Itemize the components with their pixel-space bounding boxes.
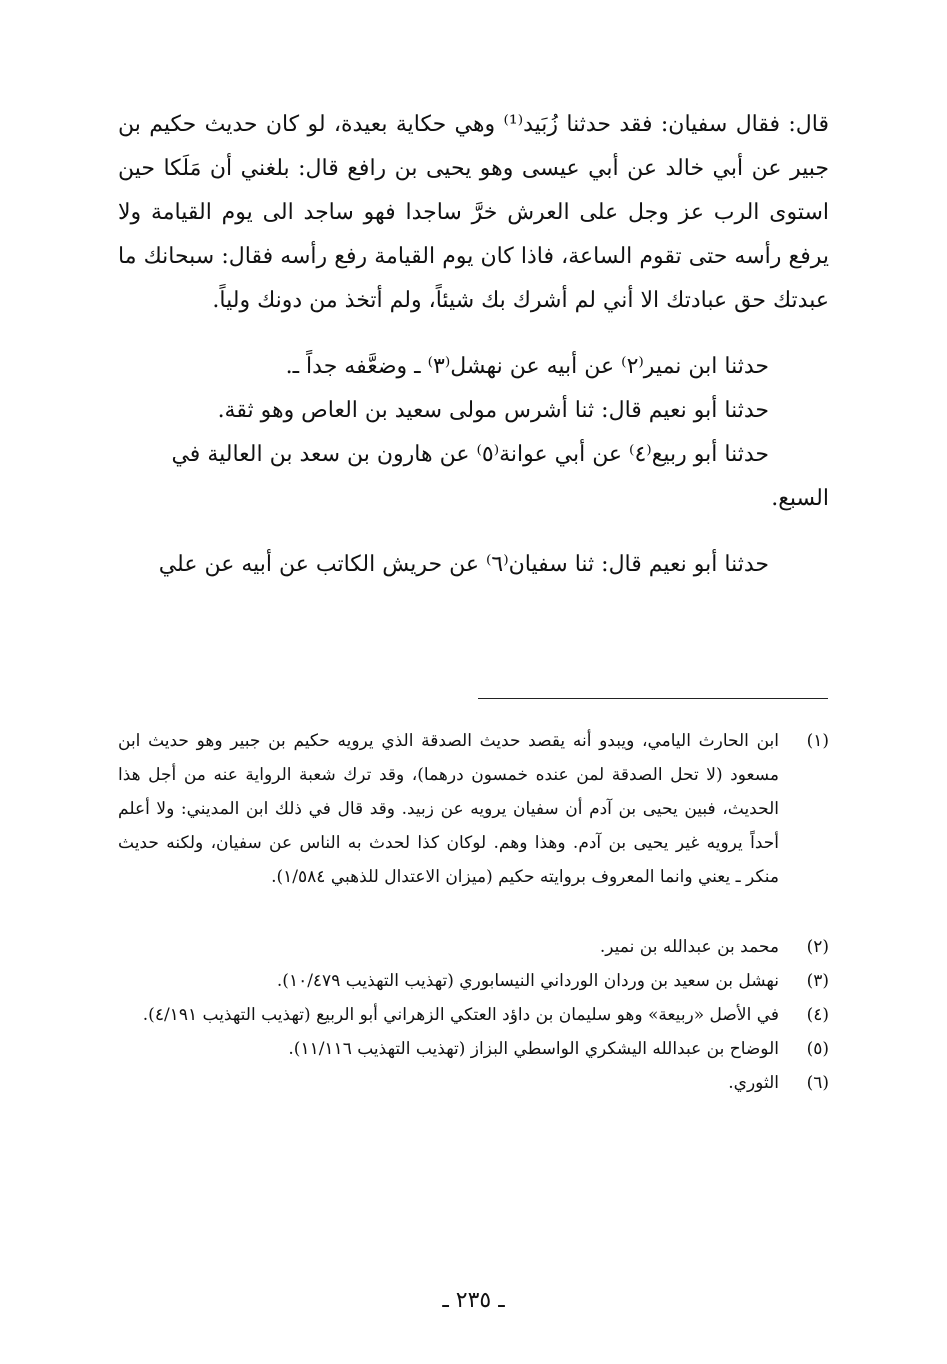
narration-block-2 [118,543,829,587]
footnote-divider [478,698,828,699]
narration-line-5: حدثنا أبو نعيم قال: ثنا سفيان⁽٦⁾ عن حريش الكاتب عن أبيه عن علي [158,552,769,577]
footnote-number: (٢) [806,937,829,957]
narration-line-3: حدثنا أبو نعيم قال: ثنا أشرس مولى سعيد بن العاص وهو ثقة. [217,398,769,423]
footnote-1 [118,724,829,894]
footnote-text: الوضاح بن عبدالله اليشكري الواسطي البزاز (تهذيب التهذيب ١١/١١٦). [288,1039,779,1059]
footnote-6 [118,1066,829,1100]
body-paragraph-1: قال: فقال سفيان: فقد حدثنا زُبَيد⁽¹⁾ وهي حكاية بعيدة، لو كان حديث حكيم بن جبير عن أبي خالد عن أبي عيسى وهو يحيى بن رافع قال: بلغني أن مَلَكا حين استوى الرب عز وجل على العرش خرَّ ساجدا فهو ساجد الى يوم القيامة ولا يرفع رأسه حتى تقوم الساعة، فاذا كان يوم القيامة رفع رأسه فقال: سبحانك ما عبدتك حق عبادتك الا أني لم أشرك بك شيئاً، ولم أتخذ من دونك ولياً. [118,112,829,313]
footnote-3 [118,964,829,998]
footnote-2 [118,930,829,964]
narration-block [118,345,829,521]
page-number: ـ ٢٣٥ ـ [442,1288,505,1313]
footnote-text: محمد بن عبدالله بن نمير. [599,937,779,957]
footnote-text: نهشل بن سعيد بن وردان الورداني النيسابوري (تهذيب التهذيب ١٠/٤٧٩). [276,971,779,991]
footnote-number: (٥) [806,1039,829,1059]
footnotes [118,724,829,1100]
footnote-number: (١) [806,731,829,751]
footnote-4 [118,998,829,1032]
footnote-text: في الأصل «ربيعة» وهو سليمان بن داؤد العتكي الزهراني أبو الربيع (تهذيب التهذيب ٤/١٩١). [142,1005,779,1025]
footnote-number: (٦) [806,1073,829,1093]
footnote-number: (٤) [806,1005,829,1025]
footnote-text: الثوري. [728,1073,779,1093]
narration-line-4-continued: السبع. [771,486,829,511]
footnote-number: (٣) [806,971,829,991]
footnote-text: ابن الحارث اليامي، ويبدو أنه يقصد حديث الصدقة الذي يرويه حكيم بن جبير وهو حديث ابن مسعود (لا تحل الصدقة لمن عنده خمسون درهما)، وقد ترك شعبة الرواية عنه من أجل هذا الحديث، فبين يحيى بن آدم أن سفيان يرويه عن زبيد. وقد قال في ذلك ابن المديني: ولا أعلم أحداً يرويه غير يحيى بن آدم. وهذا وهم. لوكان كذا لحدث به الناس عن سفيان، ولكنه حديث منكر ـ يعني وانما المعروف بروايته حكيم (ميزان الاعتدال للذهبي ١/٥٨٤). [118,731,779,887]
footnote-5 [118,1032,829,1066]
footnote-gap [118,894,829,930]
narration-line-2: حدثنا ابن نمير⁽٢⁾ عن أبيه عن نهشل⁽٣⁾ ـ وضعَّفه جداً ـ. [285,354,769,379]
narration-line-4: حدثنا أبو ربيع⁽٤⁾ عن أبي عوانة⁽٥⁾ عن هارون بن سعد بن العالية في [171,442,769,467]
main-text [118,103,829,587]
